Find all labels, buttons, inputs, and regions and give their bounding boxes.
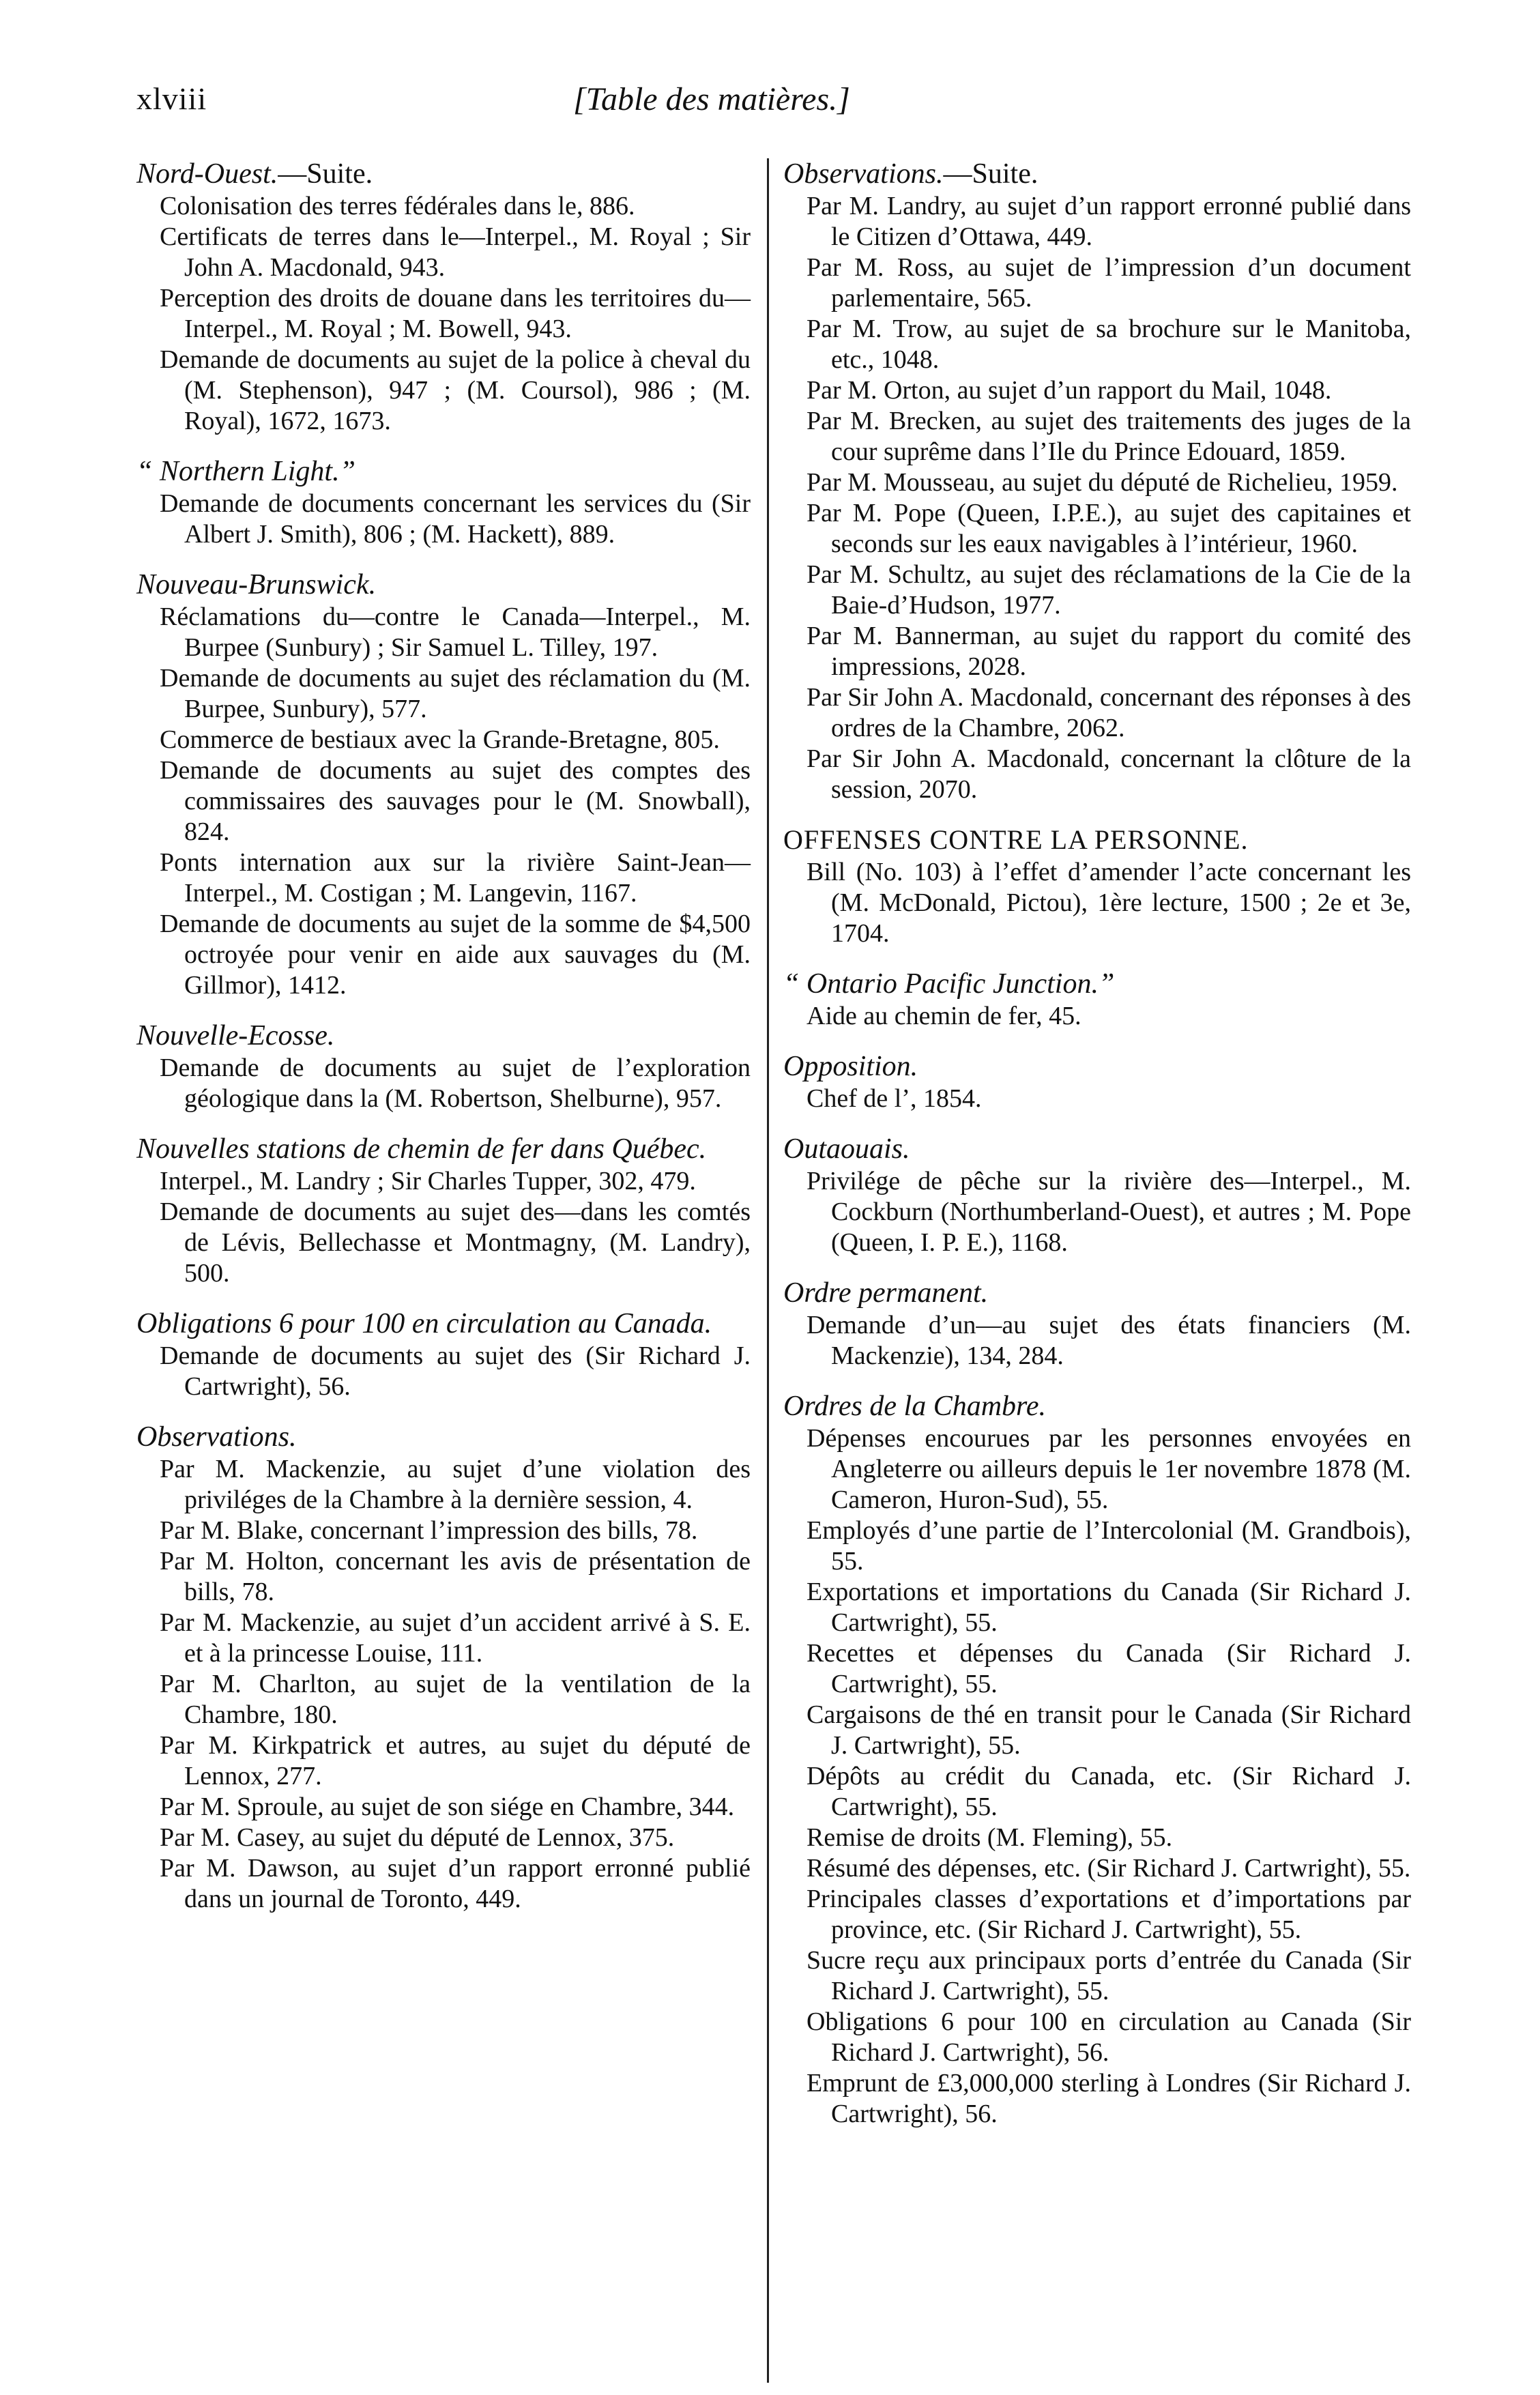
running-title: [Table des matières.] [573,81,850,117]
sub-entry: Demande de documents au sujet des (Sir Richard J. Cartwright), 56. [160,1341,751,1401]
sub-entry: Réclamations du—contre le Canada—Interpel., M. Burpee (Sunbury) ; Sir Samuel L. Tilley, 197. [160,603,751,662]
sub-entry: Commerce de bestiaux avec la Grande-Bretagne, 805. [160,725,720,754]
index-entry [783,1049,1411,1114]
index-entry [136,157,751,437]
entry-heading-suite: —Suite. [943,158,1038,190]
index-entry [783,1389,1411,2130]
sub-entry: Par M. Orton, au sujet d’un rapport du Mail, 1048. [807,376,1332,405]
entry-heading [783,1049,1411,1084]
sub-entry: Par M. Dawson, au sujet d’un rapport erronné publié dans un journal de Toronto, 449. [160,1854,751,1913]
entry-heading-text: Nouvelles stations de chemin de fer dans Québec. [136,1133,707,1165]
sub-entry: Demande de documents au sujet de la police à cheval du (M. Stephenson), 947 ; (M. Coursol), 986 ; (M. Royal), 1672, 1673. [160,345,751,435]
sub-entry: Demande de documents au sujet des comptes des commissaires des sauvages pour le (M. Snowball), 824. [160,756,751,846]
sub-entry: Privilége de pêche sur la rivière des—Interpel., M. Cockburn (Northumberland-Ouest), et autres ; M. Pope (Queen, I. P. E.), 1168. [807,1167,1411,1257]
sub-entry: Bill (No. 103) à l’effet d’amender l’acte concernant les (M. McDonald, Pictou), 1ère lecture, 1500 ; 2e et 3e, 1704. [807,858,1411,948]
index-entry [136,568,751,1001]
page-number: xlviii [136,81,207,116]
sub-entry: Par M. Kirkpatrick et autres, au sujet du député de Lennox, 277. [160,1731,751,1790]
sub-entry: Colonisation des terres fédérales dans le, 886. [160,192,635,220]
entry-heading-text: Outaouais. [783,1133,910,1165]
sub-entry: Aide au chemin de fer, 45. [807,1002,1081,1030]
entry-heading [783,1389,1411,1423]
sub-entry: Par M. Mackenzie, au sujet d’une violation des priviléges de la Chambre à la dernière session, 4. [160,1455,751,1514]
index-entry [783,823,1411,949]
entry-heading [136,568,751,602]
sub-entry: Obligations 6 pour 100 en circulation au Canada (Sir Richard J. Cartwright), 56. [807,2007,1411,2067]
entry-heading-text: Obligations 6 pour 100 en circulation au Canada. [136,1308,712,1339]
sub-entry: Dépenses encourues par les personnes envoyées en Angleterre ou ailleurs depuis le 1er novembre 1878 (M. Cameron, Huron-Sud), 55. [807,1424,1411,1514]
sub-entry: Recettes et dépenses du Canada (Sir Richard J. Cartwright), 55. [807,1639,1411,1698]
sub-entry: Par M. Brecken, au sujet des traitements des juges de la cour suprême dans l’Ile du Prince Edouard, 1859. [807,407,1411,466]
sub-entry: Demande de documents au sujet des—dans les comtés de Lévis, Bellechasse et Montmagny, (M. Landry), 500. [160,1198,751,1288]
sub-entry: Demande de documents au sujet de l’exploration géologique dans la (M. Robertson, Shelburne), 957. [160,1054,751,1113]
entry-heading [136,1307,751,1341]
sub-entry: Exportations et importations du Canada (Sir Richard J. Cartwright), 55. [807,1578,1411,1637]
sub-entry: Par M. Landry, au sujet d’un rapport erronné publié dans le Citizen d’Ottawa, 449. [807,192,1411,251]
entry-heading-text: Ordres de la Chambre. [783,1391,1046,1422]
entry-heading-text: Nouveau-Brunswick. [136,569,377,600]
sub-entry: Par Sir John A. Macdonald, concernant la clôture de la session, 2070. [807,744,1411,804]
sub-entry: Employés d’une partie de l’Intercolonial (M. Grandbois), 55. [807,1516,1411,1576]
entry-heading [136,1019,751,1053]
sub-entry: Remise de droits (M. Fleming), 55. [807,1823,1173,1852]
sub-entry: Par M. Charlton, au sujet de la ventilation de la Chambre, 180. [160,1670,751,1729]
index-column-left [136,157,751,1932]
sub-entry: Par M. Sproule, au sujet de son siége en Chambre, 344. [160,1792,735,1821]
sub-entry: Sucre reçu aux principaux ports d’entrée du Canada (Sir Richard J. Cartwright), 55. [807,1946,1411,2005]
entry-heading [136,454,751,489]
sub-entry: Par M. Schultz, au sujet des réclamations de la Cie de la Baie-d’Hudson, 1977. [807,560,1411,620]
entry-heading [136,1132,751,1166]
entry-heading-text: Nord-Ouest. [136,158,278,190]
page-header [136,81,1419,128]
entry-heading-text: Observations. [783,158,944,190]
sub-entry: Certificats de terres dans le—Interpel., M. Royal ; Sir John A. Macdonald, 943. [160,222,751,282]
entry-heading-text: OFFENSES CONTRE LA PERSONNE. [783,824,1249,855]
entry-heading [783,967,1411,1001]
sub-entry: Demande de documents au sujet de la somme de $4,500 octroyée pour venir en aide aux sauvages du (M. Gillmor), 1412. [160,910,751,1000]
column-divider [767,158,769,2383]
entry-heading [136,157,751,191]
index-entry [136,454,751,550]
sub-entry: Par M. Ross, au sujet de l’impression d’un document parlementaire, 565. [807,253,1411,313]
sub-entry: Par M. Casey, au sujet du député de Lennox, 375. [160,1823,675,1852]
entry-heading-text: Opposition. [783,1051,918,1082]
entry-heading-text: “ Northern Light.” [136,456,355,487]
sub-entry: Dépôts au crédit du Canada, etc. (Sir Richard J. Cartwright), 55. [807,1762,1411,1821]
index-entry [783,1132,1411,1258]
sub-entry: Demande d’un—au sujet des états financiers (M. Mackenzie), 134, 284. [807,1311,1411,1370]
sub-entry: Demande de documents au sujet des réclamation du (M. Burpee, Sunbury), 577. [160,664,751,723]
sub-entry: Ponts internation aux sur la rivière Saint-Jean—Interpel., M. Costigan ; M. Langevin, 1167. [160,848,751,908]
sub-entry: Par M. Holton, concernant les avis de présentation de bills, 78. [160,1547,751,1606]
sub-entry: Demande de documents concernant les services du (Sir Albert J. Smith), 806 ; (M. Hackett), 889. [160,489,751,549]
sub-entry: Par M. Mousseau, au sujet du député de Richelieu, 1959. [807,468,1398,497]
index-entry [783,967,1411,1032]
sub-entry: Par M. Mackenzie, au sujet d’un accident arrivé à S. E. et à la princesse Louise, 111. [160,1608,751,1668]
sub-entry: Chef de l’, 1854. [807,1084,982,1113]
entry-heading-text: Nouvelle-Ecosse. [136,1020,335,1051]
sub-entry: Emprunt de £3,000,000 sterling à Londres (Sir Richard J. Cartwright), 56. [807,2069,1411,2128]
index-entry [136,1132,751,1289]
entry-heading-text: “ Ontario Pacific Junction.” [783,968,1115,1000]
sub-entry: Par Sir John A. Macdonald, concernant des réponses à des ordres de la Chambre, 2062. [807,683,1411,742]
index-entry [783,157,1411,805]
sub-entry: Par M. Blake, concernant l’impression des bills, 78. [160,1516,698,1545]
sub-entry: Résumé des dépenses, etc. (Sir Richard J. Cartwright), 55. [807,1854,1411,1883]
index-column-right [783,157,1411,2147]
sub-entry: Par M. Bannerman, au sujet du rapport du comité des impressions, 2028. [807,622,1411,681]
index-entry [136,1307,751,1402]
entry-heading [783,823,1411,857]
entry-heading [783,1276,1411,1310]
index-entry [783,1276,1411,1371]
sub-entry: Par M. Trow, au sujet de sa brochure sur le Manitoba, etc., 1048. [807,315,1411,374]
entry-heading-text: Ordre permanent. [783,1277,989,1309]
entry-heading-text: Observations. [136,1421,297,1453]
entry-heading [783,1132,1411,1166]
entry-heading-suite: —Suite. [278,158,373,190]
entry-heading [136,1420,751,1454]
sub-entry: Par M. Pope (Queen, I.P.E.), au sujet des capitaines et seconds sur les eaux navigables à l’intérieur, 1960. [807,499,1411,558]
entry-heading [783,157,1411,191]
sub-entry: Principales classes d’exportations et d’importations par province, etc. (Sir Richard J. Cartwright), 55. [807,1885,1411,1944]
index-entry [136,1019,751,1114]
sub-entry: Perception des droits de douane dans les territoires du—Interpel., M. Royal ; M. Bowell, 943. [160,284,751,343]
index-entry [136,1420,751,1915]
sub-entry: Cargaisons de thé en transit pour le Canada (Sir Richard J. Cartwright), 55. [807,1700,1411,1760]
sub-entry: Interpel., M. Landry ; Sir Charles Tupper, 302, 479. [160,1167,696,1195]
